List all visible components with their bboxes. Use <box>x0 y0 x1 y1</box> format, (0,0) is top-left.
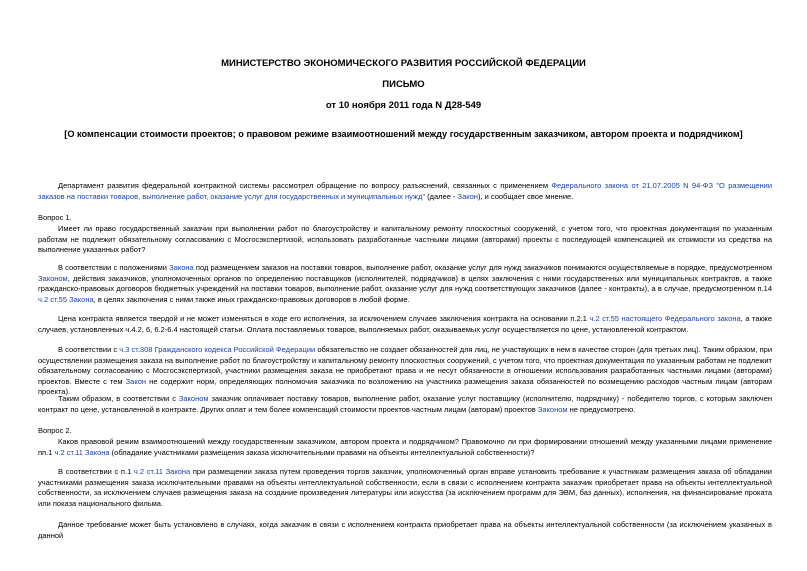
answer-paragraph-3 <box>38 345 772 398</box>
p3-text-2: обязательство не создает обязанностей для лиц, не участвующих в нем в качестве сторон (для третьих лиц). Таким образом, при осуществлении размещения заказа на выполнение работ по благоустройству и капитальному ремонту плоскостных сооружений, с учетом того, что проектная документация по указанным работам не подлежит обязательному согласованию с Мосгосэкспертизой, участники размещения заказа не приобретают права и не несут обязанности в отношении использования разработанных частными лицами (авторами) проектов. Вместе с тем <box>38 345 773 386</box>
law-94fz-link[interactable]: Федерального закона от 21.07.2005 N 94-ФЗ "О размещении заказов на поставки товаров, выполнение работ, оказание услуг для государственных и муниципальных нужд" <box>38 181 773 201</box>
p1-text-4: , в целях заключения с ними также иных гражданско-правовых договоров в любой форме. <box>93 294 410 304</box>
question-1-label: Вопрос 1. <box>38 213 72 222</box>
q2-text-1: Каков правовой режим взаимоотношений между государственным заказчиком, автором проекта и подрядчиком? Правомочно ли при формировании отношений между указанными лицами применение пп.1 <box>38 437 772 457</box>
question-2-label: Вопрос 2. <box>38 426 72 435</box>
answer-paragraph-6: Данное требование может быть установлено в случаях, когда заказчик в связи с исполнением контракта приобретает права на объекты интеллектуальной собственности (за исключением указанных в данной <box>38 520 772 540</box>
question-2-text <box>38 437 772 458</box>
law-link[interactable]: Законом <box>537 404 568 414</box>
p4-text-3: не предусмотрено. <box>567 404 636 414</box>
intro-text-3: ), и сообщает свое мнение. <box>477 191 574 201</box>
question-1-text: Имеет ли право государственный заказчик при выполнении работ по благоустройству и капитальному ремонту плоскостных сооружений, с учетом того, что проектная документация по указанным работам не подлежит обязательному согласованию с Мосгосэкспертизой, использовать разработанные частными лицами (авторами) проекты с последующей компенсацией их стоимости из средства на выполнение указанных работ? <box>38 224 772 254</box>
article-11-link[interactable]: ч.2 ст.11 Закона <box>54 447 110 457</box>
answer-paragraph-2 <box>38 314 772 335</box>
p3-text-3: не содержит норм, определяющих полномочия заказчика по возложению на участника размещения заказа обязанностей по возмещению расходов частным лицам (авторам проекта). <box>38 376 773 396</box>
law-link[interactable]: Закон <box>457 191 478 201</box>
p2-text-2: , а также случаев, установленных ч.4.2, 6, 6.2-6.4 настоящей статьи. Оплата поставляемых товаров, выполняемых работ, оказываемых услуг осуществляется по цене, установленной контрактом. <box>38 314 772 334</box>
document-date-number: от 10 ноября 2011 года N Д28-549 <box>325 100 482 111</box>
intro-text-1: Департамент развития федеральной контрактной системы рассмотрел обращение по вопросу разъяснений, связанных с применением <box>58 181 552 190</box>
document-subject: [О компенсации стоимости проектов; о правовом режиме взаимоотношений между государственным заказчиком, автором проекта и подрядчиком] <box>64 129 743 139</box>
article-55-link[interactable]: ч.2 ст.55 Закона <box>38 294 94 304</box>
q2-text-2: (обладание участниками размещения заказа исключительными правами на объекты интеллектуальной собственности)? <box>109 447 535 457</box>
law-link[interactable]: Законом <box>178 394 209 403</box>
p5-text-2: при размещении заказа путем проведения торгов заказчик, уполномоченный орган вправе установить требование к участникам размещения заказа об обладании участниками размещения заказа исключительными правами на объекты интеллектуальной собственности, если в связи с исполнением контракта заказчик приобретает права на объекты интеллектуальной собственности, за исключением случаев размещения заказа на создание произведения литературы или искусства (за исключением программ для ЭВМ, баз данных), исполнения, на финансирование проката или показа национального фильма. <box>38 467 773 508</box>
p1-text-1: В соответствии с положениями <box>58 263 170 272</box>
p2-text-1: Цена контракта является твердой и не может изменяться в ходе его исполнения, за исключением случаев заключения контракта на основании п.2.1 <box>58 314 590 323</box>
intro-text-2: (далее - <box>425 191 458 201</box>
intro-paragraph <box>38 181 772 202</box>
p1-text-2: под размещением заказов на поставки товаров, выполнение работ, оказание услуг для нужд заказчиков понимаются осуществляемые в порядке, предусмотренном <box>193 263 772 272</box>
law-link[interactable]: Закона <box>169 263 194 272</box>
p4-text-1: Таким образом, в соответствии с <box>58 394 179 403</box>
document-type: ПИСЬМО <box>382 79 425 90</box>
p3-text-1: В соответствии с <box>58 345 120 354</box>
article-11-link[interactable]: ч.2 ст.11 Закона <box>133 467 191 476</box>
answer-paragraph-1 <box>38 263 772 305</box>
answer-paragraph-4 <box>38 394 772 415</box>
article-55-link[interactable]: ч.2 ст.55 настоящего Федерального закона <box>589 314 741 323</box>
answer-paragraph-5 <box>38 467 772 509</box>
law-link[interactable]: Закон <box>125 376 147 386</box>
law-link[interactable]: Законом <box>38 273 68 283</box>
p5-text-1: В соответствии с п.1 <box>58 467 134 476</box>
p4-text-2: заказчик оплачивает поставку товаров, выполнение работ, оказание услуг поставщику (исполнителю, подрядчику) - победителю торгов, с которым заключен контракт по цене, установленной в контракте. Других оплат и тем более компенсаций стоимости проектов частным лицам (авторам) проектов <box>38 394 773 414</box>
ministry-title: МИНИСТЕРСТВО ЭКОНОМИЧЕСКОГО РАЗВИТИЯ РОССИЙСКОЙ ФЕДЕРАЦИИ <box>221 58 586 69</box>
p1-text-3: , действия заказчиков, уполномоченных органов по определению поставщиков (исполнителей, подрядчиков) в целях заключения с ними государственных или муниципальных контрактов, а также гражданско-правовых договоров бюджетных учреждений на поставки товаров, выполнение работ, оказание услуг для нужд соответствующих заказчиков (далее - контракты), а в случае, предусмотренном п.14 <box>38 273 772 293</box>
civil-code-link[interactable]: ч.3 ст.308 Гражданского кодекса Российской Федерации <box>119 345 316 354</box>
